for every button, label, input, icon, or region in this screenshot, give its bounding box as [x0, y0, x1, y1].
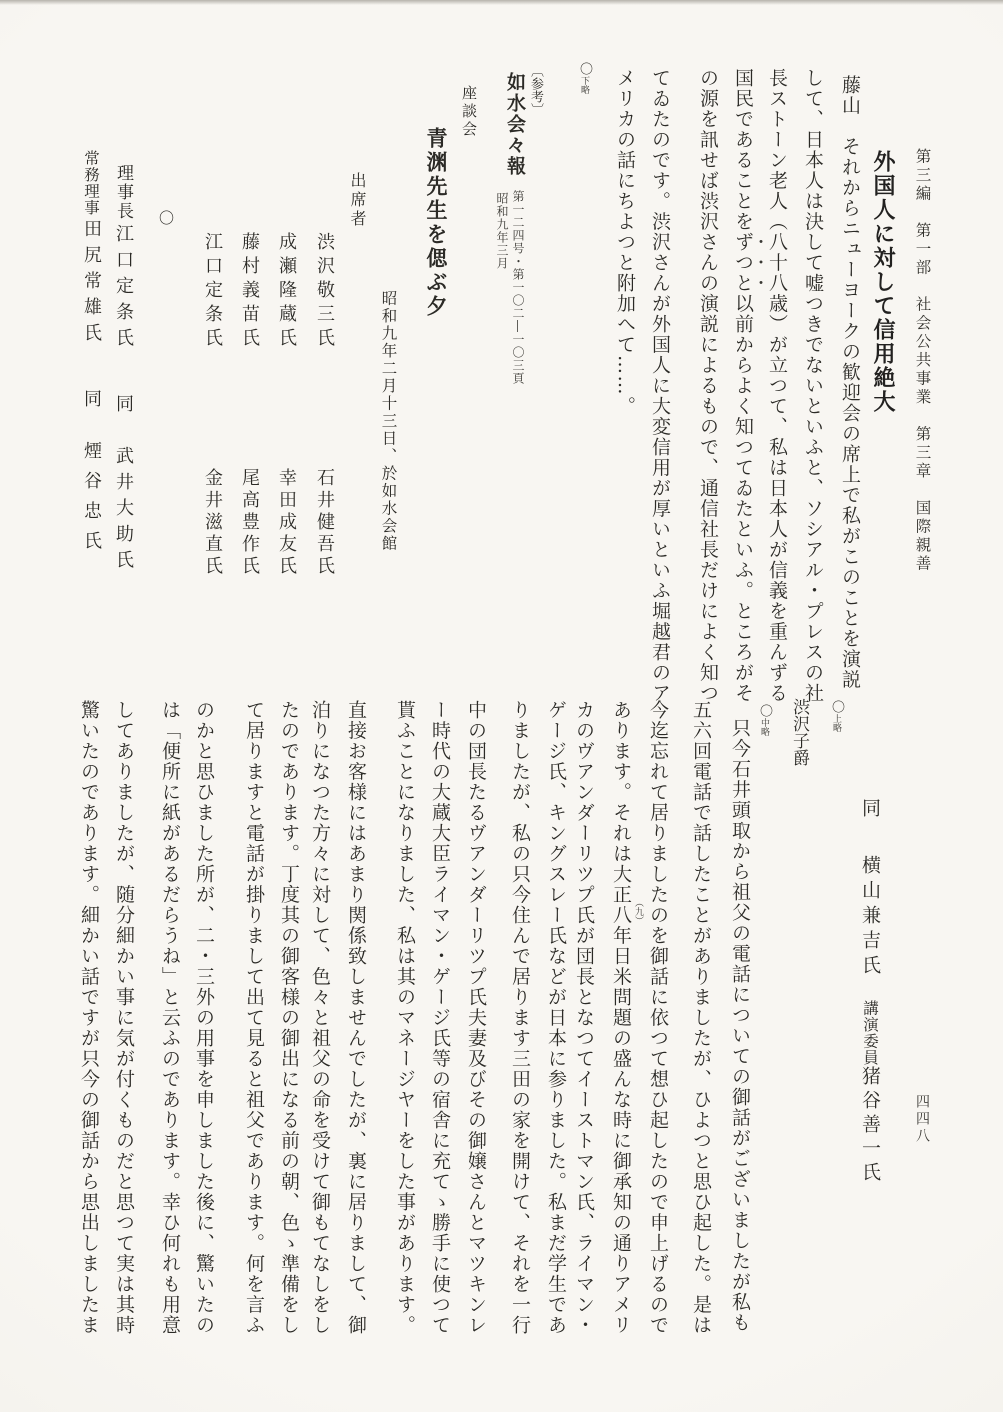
text-column: て居りますと電話が掛りまして出て見ると祖父であります。何を言ふ	[243, 700, 265, 1336]
omission-label: 上略	[831, 714, 841, 732]
text-column: の源を訊せば渋沢さんの演説によるもので、通信社長だけによく知つ	[697, 68, 719, 704]
meeting-info: 昭和九年二月十三日、於如水会館	[379, 290, 398, 553]
attendee-name: 尾高豊作氏	[239, 468, 260, 578]
text-segment: 国民であることを	[732, 68, 754, 232]
omission-label: 中略	[759, 718, 769, 736]
officer-title: 常務理事	[82, 150, 100, 216]
text-column: てゐたのです。渋沢さんが外国人に大変信用が厚いといふ堀越君のア	[649, 68, 671, 704]
omission-circle-icon: 〇	[757, 704, 772, 717]
text-column: 中の団長たるヴアンダーリツプ氏夫妻及びその御嬢さんとマツキンレ	[465, 700, 487, 1336]
attendee-name: 幸田成友氏	[276, 468, 297, 578]
ditto-mark: 同	[859, 798, 881, 817]
speaker-attribution	[860, 798, 879, 1186]
text-column: のかと思ひました所が、二・三外の用事を申しました後に、驚いたの	[193, 700, 215, 1336]
officer-column	[82, 150, 100, 561]
attendee-name: 江口定条氏	[202, 232, 223, 352]
officer-name: 武井大助氏	[113, 446, 134, 576]
text-column	[610, 700, 643, 1336]
officer-title: 理事長	[113, 164, 133, 221]
text-column: 貰ふことになりました、私は其のマネージヤーをした事があります。	[394, 700, 416, 1336]
issue-citation: 第一二四号・第一〇二―一〇三頁	[511, 190, 525, 385]
speaker-heading: 渋沢子爵	[789, 698, 809, 766]
text-column: 長ストーン老人（八十八歳）が立つて、私は日本人が信義を重んずる	[766, 68, 788, 704]
officer-name: 江口定条氏	[113, 224, 134, 354]
officer-name: 田尻常雄氏	[81, 219, 102, 349]
page-number: 四四八	[914, 1094, 930, 1145]
circle-divider-icon: 〇	[157, 210, 175, 225]
text-segment: あります。それは大正八	[610, 700, 632, 926]
reference-tag: 〔参考〕	[528, 64, 543, 116]
text-column: メリカの話にちよつと附加へて……。	[614, 68, 636, 417]
speaker-role: 講演委員	[861, 1000, 879, 1066]
text-column: 今迄忘れて居りましたのを御話に依つて想ひ起したので申上げるので	[647, 700, 669, 1336]
text-segment: 年日米問題の盛んな時に御承知の通りアメリ	[610, 925, 632, 1336]
ditto-mark: 同	[113, 394, 134, 412]
speaker-name: 猪谷善一氏	[859, 1066, 881, 1186]
text-column: してありましたが、随分細かい事に気が付くものだと思つて実は其時	[113, 700, 135, 1336]
text-column: して、日本人は決して嘘つきでないといふと、ソシアル・プレスの社	[802, 68, 824, 704]
omission-marker-bottom	[578, 62, 591, 94]
issue-date: 昭和九年三月	[495, 192, 509, 270]
attendees-label: 出席者	[348, 172, 367, 229]
attendee-name: 藤村義苗氏	[239, 232, 260, 352]
omission-circle-icon: 〇	[829, 700, 844, 713]
text-column: 只今石井頭取から祖父の電話についての御話がございましたが私も	[729, 718, 751, 1333]
text-column: たのであります。丁度其の御客様の御出になる前の朝、色ゝ準備をし	[278, 700, 300, 1336]
emphasized-text: ずつと	[732, 232, 754, 294]
attendee-name: 成瀬隆蔵氏	[276, 232, 297, 352]
text-column: 五六回電話で話したことがありましたが、ひよつと思ひ起した。是は	[690, 700, 712, 1336]
text-column: 驚いたのであります。細かい話ですが只今の御話から思出しましたま	[78, 700, 100, 1336]
officer-column	[114, 164, 132, 576]
genre-label: 座談会	[460, 85, 478, 139]
ditto-mark: 同	[81, 389, 102, 407]
section-title: 外国人に対して信用絶大	[870, 150, 896, 414]
event-title: 青渊先生を偲ぶ夕	[424, 127, 449, 319]
text-column: りましたが、私の只今住んで居ります三田の家を開けて、それを一行	[509, 700, 531, 1336]
attendee-name: 石井健吾氏	[314, 468, 335, 578]
officer-name: 煙谷忠氏	[81, 441, 102, 561]
text-column	[732, 68, 765, 704]
attendee-name: 渋沢敬三氏	[314, 232, 335, 352]
running-head: 第三編 第一部 社会公共事業 第三章 国際親善	[913, 148, 932, 574]
text-column: カのヴアンダーリツプ氏が団長となつてイーストマン氏、ライマン・	[573, 700, 595, 1336]
text-column: 直接お客様にはあまり関係致しませんでしたが、裏に居りまして、御	[345, 700, 367, 1336]
omission-marker-mid	[758, 704, 771, 736]
speaker-name: 横山兼吉氏	[859, 855, 881, 980]
omission-marker-top	[830, 700, 843, 732]
interlinear-correction-note: （九）	[633, 898, 643, 925]
text-column: 藤山 それからニューヨークの歓迎会の席上で私がこのことを演説	[839, 75, 861, 690]
text-column: 泊りになつた方々に対して、色々と祖父の命を受けて御もてなしをし	[309, 700, 331, 1336]
omission-label: 下略	[579, 76, 589, 94]
omission-circle-icon: 〇	[577, 62, 592, 75]
text-segment: 以前からよく知つてゐたといふ。ところがそ	[732, 293, 754, 704]
text-column: は「便所に紙があるだらうね」と云ふのであります。幸ひ何れも用意	[159, 700, 181, 1336]
text-column: ゲージ氏、キングスレー氏などが日本に参りました。私まだ学生であ	[545, 700, 567, 1336]
publication-title: 如水会々報	[504, 72, 526, 177]
attendee-name: 金井滋直氏	[202, 468, 223, 578]
text-column: ー時代の大蔵大臣ライマン・ゲージ氏等の宿舎に充てゝ勝手に使つて	[429, 700, 451, 1336]
